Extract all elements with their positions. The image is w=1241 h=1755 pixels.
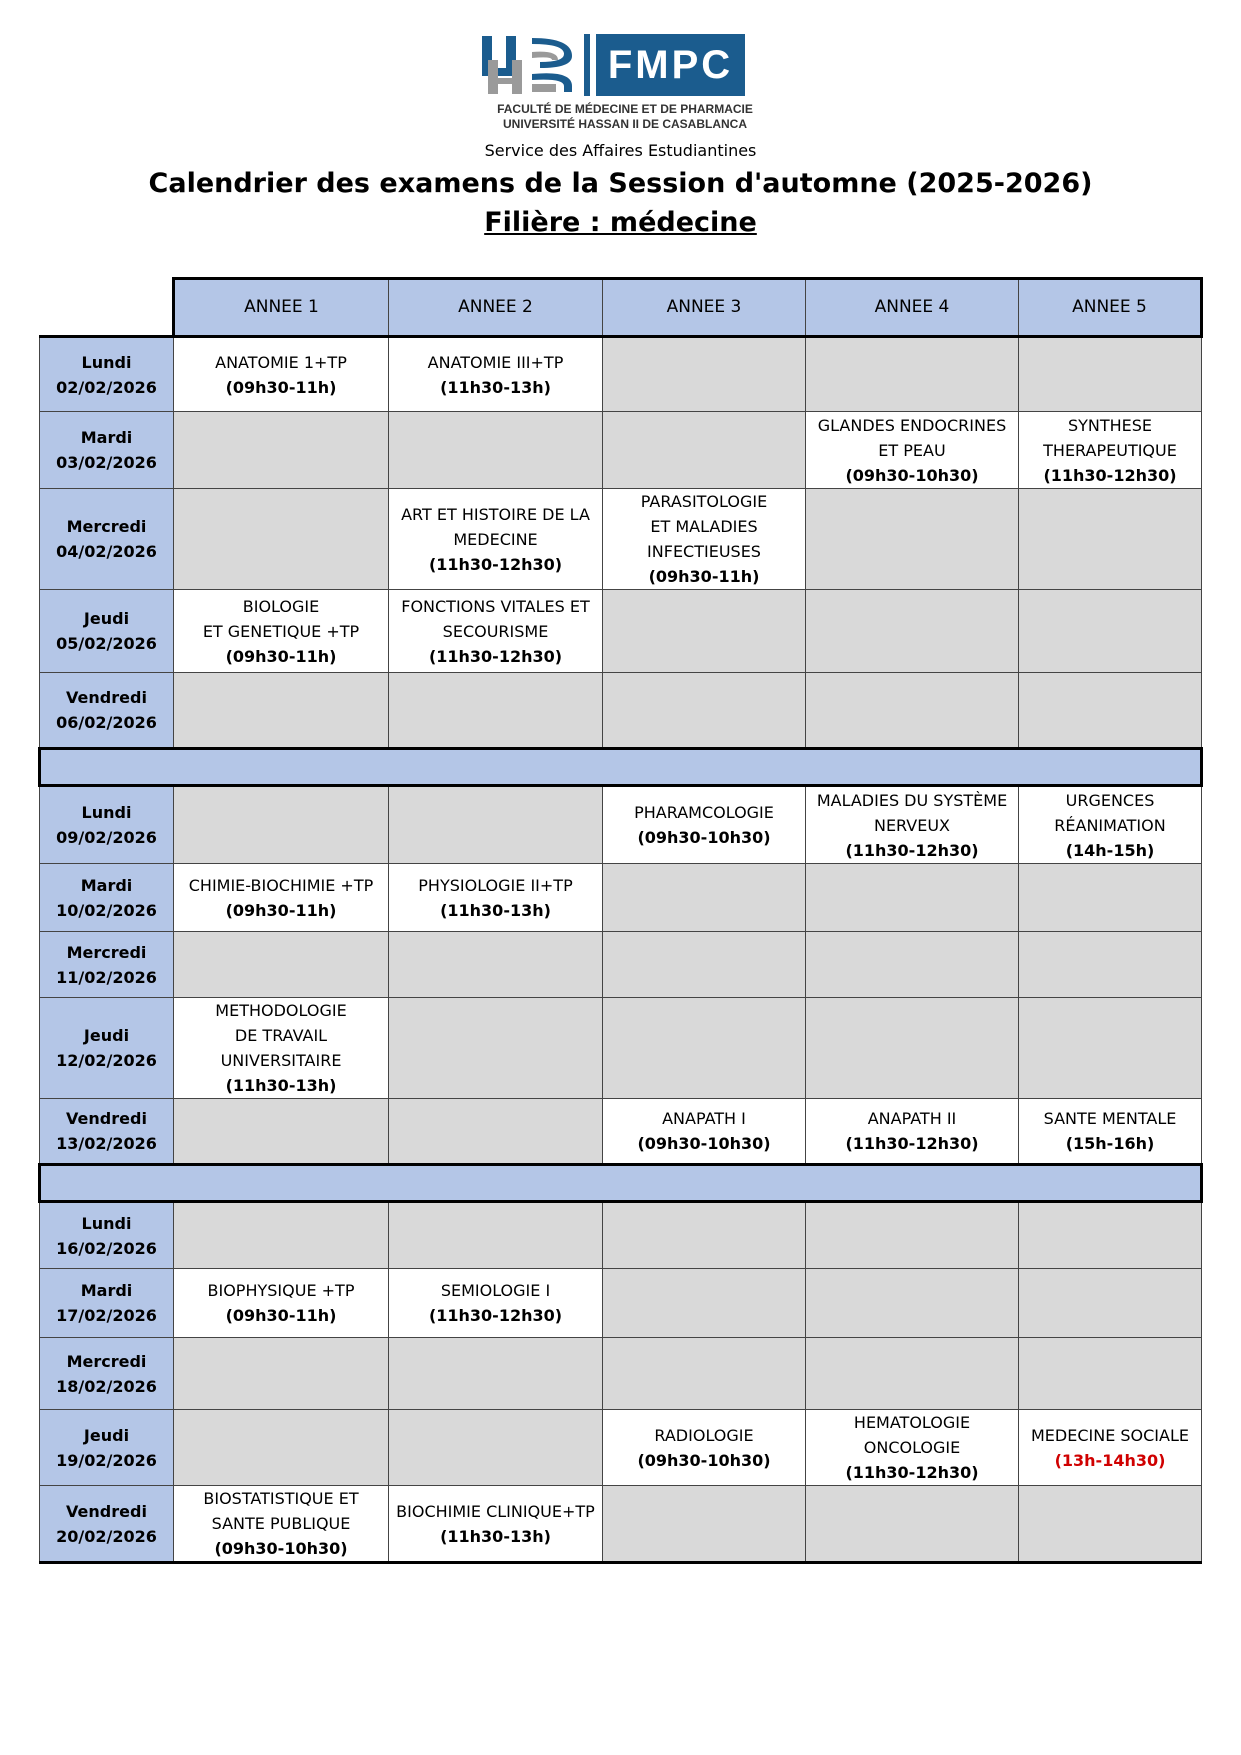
day-cell [40, 864, 174, 932]
empty-cell [603, 932, 806, 998]
exam-subject: THERAPEUTIQUE [1043, 440, 1177, 460]
exam-subject: URGENCES [1065, 790, 1155, 810]
corner-cell [40, 279, 174, 337]
empty-cell [389, 412, 603, 489]
exam-time: (14h-15h) [1065, 840, 1155, 860]
day-name: Mardi [80, 428, 133, 447]
exam-subject: SEMIOLOGIE I [440, 1281, 551, 1300]
exam-subject: SANTE PUBLIQUE [211, 1514, 351, 1533]
exam-subject: FONCTIONS VITALES ET [401, 596, 590, 616]
exam-time: (11h30-12h30) [428, 1306, 563, 1325]
day-row [40, 998, 1202, 1099]
week-separator-cell [40, 1165, 1202, 1202]
exam-cell [174, 1486, 389, 1563]
exam-subject: BIOSTATISTIQUE ET [203, 1489, 359, 1508]
day-date: 20/02/2026 [56, 1526, 157, 1546]
day-date: 06/02/2026 [56, 713, 157, 732]
exam-subject: ANATOMIE 1+TP [215, 352, 347, 372]
exam-subject: UNIVERSITAIRE [220, 1051, 342, 1070]
empty-cell [1019, 489, 1202, 590]
day-date: 02/02/2026 [56, 377, 157, 397]
day-date: 16/02/2026 [56, 1238, 157, 1258]
empty-cell [603, 1202, 806, 1269]
exam-subject: MEDECINE [453, 529, 538, 549]
day-row [40, 864, 1202, 932]
day-date: 04/02/2026 [56, 542, 157, 561]
day-cell [40, 1269, 174, 1338]
empty-cell [806, 337, 1019, 412]
empty-cell [1019, 1202, 1202, 1269]
day-row [40, 1338, 1202, 1410]
exam-time: (09h30-11h) [648, 567, 760, 586]
week-separator-cell [40, 749, 1202, 786]
empty-cell [174, 489, 389, 590]
exam-time: (11h30-13h) [440, 377, 551, 397]
day-cell [40, 590, 174, 673]
exam-subject: PARASITOLOGIE [640, 492, 768, 511]
empty-cell [1019, 932, 1202, 998]
exam-subject: PHARAMCOLOGIE [634, 803, 774, 822]
day-name: Jeudi [83, 1026, 130, 1045]
empty-cell [1019, 864, 1202, 932]
exam-subject: RÉANIMATION [1054, 815, 1166, 835]
empty-cell [389, 1099, 603, 1165]
day-cell [40, 1486, 174, 1563]
exam-time: (09h30-11h) [225, 900, 337, 920]
empty-cell [806, 1202, 1019, 1269]
exam-time: (11h30-13h) [440, 900, 551, 920]
day-name: Mercredi [66, 517, 147, 536]
exam-cell [389, 590, 603, 673]
empty-cell [174, 786, 389, 864]
day-name: Lundi [81, 1213, 132, 1233]
empty-cell [389, 998, 603, 1099]
day-name: Mardi [80, 1281, 133, 1300]
exam-cell [174, 998, 389, 1099]
exam-cell [174, 337, 389, 412]
day-cell [40, 932, 174, 998]
day-row [40, 673, 1202, 749]
column-header: ANNEE 5 [1019, 279, 1202, 337]
empty-cell [603, 673, 806, 749]
day-date: 10/02/2026 [56, 900, 157, 920]
empty-cell [174, 1099, 389, 1165]
day-cell [40, 489, 174, 590]
exam-cell [174, 590, 389, 673]
exam-cell [389, 1269, 603, 1338]
exam-subject: ANAPATH II [867, 1109, 957, 1128]
exam-cell [174, 864, 389, 932]
exam-subject: ANATOMIE III+TP [427, 352, 564, 372]
day-name: Jeudi [83, 609, 130, 628]
exam-subject: NERVEUX [873, 815, 951, 835]
exam-subject: ONCOLOGIE [863, 1438, 961, 1457]
day-name: Vendredi [66, 688, 147, 707]
day-cell [40, 337, 174, 412]
day-row [40, 1099, 1202, 1165]
university-emblem-icon [480, 34, 580, 96]
day-date: 03/02/2026 [56, 453, 157, 472]
day-date: 11/02/2026 [56, 967, 157, 987]
day-cell [40, 673, 174, 749]
exam-subject: BIOPHYSIQUE +TP [207, 1281, 355, 1300]
exam-time: (09h30-11h) [225, 1306, 337, 1325]
empty-cell [1019, 1338, 1202, 1410]
empty-cell [389, 786, 603, 864]
logo-separator [584, 34, 590, 96]
exam-cell [806, 412, 1019, 489]
empty-cell [806, 590, 1019, 673]
day-row [40, 1202, 1202, 1269]
day-row [40, 412, 1202, 489]
exam-subject: ET PEAU [878, 440, 946, 460]
day-name: Vendredi [66, 1109, 147, 1128]
exam-subject: BIOCHIMIE CLINIQUE+TP [396, 1501, 595, 1521]
exam-cell [806, 1099, 1019, 1165]
empty-cell [1019, 1486, 1202, 1563]
exam-time: (11h30-13h) [225, 1076, 337, 1095]
service-name: Service des Affaires Estudiantines [484, 141, 757, 160]
exam-subject: METHODOLOGIE [215, 1001, 347, 1020]
day-date: 18/02/2026 [56, 1376, 157, 1396]
exam-time: (13h-14h30) [1054, 1450, 1166, 1470]
empty-cell [603, 1269, 806, 1338]
exam-cell [389, 337, 603, 412]
day-row [40, 1486, 1202, 1563]
exam-subject: MALADIES DU SYSTÈME [816, 790, 1008, 810]
exam-cell [1019, 786, 1202, 864]
exam-subject: SECOURISME [442, 621, 549, 641]
exam-time: (15h-16h) [1065, 1134, 1155, 1153]
empty-cell [603, 998, 806, 1099]
day-date: 13/02/2026 [56, 1134, 157, 1153]
column-header: ANNEE 2 [389, 279, 603, 337]
exam-calendar-table [38, 277, 1203, 1564]
empty-cell [1019, 1269, 1202, 1338]
column-header: ANNEE 3 [603, 279, 806, 337]
day-date: 17/02/2026 [56, 1306, 157, 1325]
empty-cell [174, 412, 389, 489]
empty-cell [603, 590, 806, 673]
empty-cell [389, 1338, 603, 1410]
day-date: 05/02/2026 [56, 634, 157, 653]
day-name: Lundi [81, 803, 132, 822]
exam-subject: BIOLOGIE [242, 596, 320, 616]
university-name: UNIVERSITÉ HASSAN II DE CASABLANCA [502, 117, 748, 131]
exam-cell [603, 786, 806, 864]
logo-text: FMPC [596, 34, 745, 96]
empty-cell [389, 1410, 603, 1486]
empty-cell [389, 932, 603, 998]
exam-subject: GLANDES ENDOCRINES [817, 415, 1007, 435]
exam-cell [389, 489, 603, 590]
exam-time: (11h30-13h) [440, 1526, 551, 1546]
day-name: Mardi [80, 875, 133, 895]
empty-cell [603, 864, 806, 932]
day-row [40, 786, 1202, 864]
day-row [40, 337, 1202, 412]
empty-cell [1019, 673, 1202, 749]
day-name: Mercredi [66, 942, 147, 962]
week-separator [40, 1165, 1202, 1202]
exam-cell [389, 864, 603, 932]
day-date: 12/02/2026 [56, 1051, 157, 1070]
exam-subject: SANTE MENTALE [1043, 1109, 1177, 1128]
day-date: 19/02/2026 [56, 1450, 157, 1470]
empty-cell [174, 1410, 389, 1486]
exam-subject: ANAPATH I [662, 1109, 746, 1128]
empty-cell [806, 1486, 1019, 1563]
empty-cell [603, 337, 806, 412]
exam-subject: DE TRAVAIL [234, 1026, 328, 1045]
exam-time: (09h30-11h) [225, 377, 337, 397]
column-header: ANNEE 4 [806, 279, 1019, 337]
exam-cell [603, 1410, 806, 1486]
day-cell [40, 786, 174, 864]
exam-cell [1019, 1410, 1202, 1486]
exam-subject: ET MALADIES [650, 517, 758, 536]
empty-cell [1019, 590, 1202, 673]
exam-cell [174, 1269, 389, 1338]
empty-cell [806, 1269, 1019, 1338]
empty-cell [806, 864, 1019, 932]
exam-subject: SYNTHESE [1067, 415, 1153, 435]
empty-cell [174, 1202, 389, 1269]
column-header: ANNEE 1 [174, 279, 389, 337]
exam-time: (11h30-12h30) [845, 1134, 979, 1153]
day-row [40, 1410, 1202, 1486]
empty-cell [389, 673, 603, 749]
exam-cell [603, 1099, 806, 1165]
day-date: 09/02/2026 [56, 828, 157, 847]
empty-cell [174, 673, 389, 749]
exam-cell [806, 786, 1019, 864]
empty-cell [603, 1338, 806, 1410]
header-row [40, 279, 1202, 337]
week-separator [40, 749, 1202, 786]
day-cell [40, 412, 174, 489]
exam-time: (09h30-10h30) [637, 828, 771, 847]
empty-cell [1019, 998, 1202, 1099]
exam-time: (11h30-12h30) [428, 554, 563, 574]
exam-time: (11h30-12h30) [1043, 465, 1177, 485]
day-cell [40, 1202, 174, 1269]
exam-subject: INFECTIEUSES [647, 542, 761, 561]
exam-cell [1019, 412, 1202, 489]
empty-cell [389, 1202, 603, 1269]
empty-cell [806, 998, 1019, 1099]
exam-subject: MEDECINE SOCIALE [1030, 1425, 1189, 1445]
exam-time: (11h30-12h30) [845, 1463, 979, 1482]
exam-subject: ET GENETIQUE +TP [202, 621, 360, 641]
empty-cell [806, 489, 1019, 590]
day-row [40, 590, 1202, 673]
exam-time: (09h30-10h30) [845, 465, 979, 485]
exam-subject: HEMATOLOGIE [853, 1413, 971, 1432]
exam-time: (09h30-11h) [225, 646, 337, 666]
exam-cell [1019, 1099, 1202, 1165]
faculty-name: FACULTÉ DE MÉDECINE ET DE PHARMACIE [497, 102, 753, 116]
empty-cell [603, 412, 806, 489]
day-name: Vendredi [66, 1501, 147, 1521]
empty-cell [174, 932, 389, 998]
exam-time: (09h30-10h30) [637, 1134, 771, 1153]
empty-cell [806, 932, 1019, 998]
day-row [40, 1269, 1202, 1338]
exam-time: (09h30-10h30) [637, 1450, 771, 1470]
page-title: Calendrier des examens de la Session d'automne (2025-2026) [148, 168, 1093, 199]
day-cell [40, 1338, 174, 1410]
empty-cell [806, 1338, 1019, 1410]
exam-cell [603, 489, 806, 590]
day-cell [40, 1099, 174, 1165]
day-name: Mercredi [66, 1351, 147, 1371]
day-row [40, 932, 1202, 998]
empty-cell [603, 1486, 806, 1563]
exam-subject: ART ET HISTOIRE DE LA [401, 504, 590, 524]
exam-subject: PHYSIOLOGIE II+TP [418, 875, 573, 895]
exam-time: (09h30-10h30) [214, 1539, 348, 1558]
fmpc-logo [480, 34, 770, 134]
subtitle-text: Filière : médecine [484, 207, 757, 238]
empty-cell [1019, 337, 1202, 412]
day-cell [40, 998, 174, 1099]
day-name: Jeudi [83, 1425, 130, 1445]
exam-time: (11h30-12h30) [428, 646, 563, 666]
exam-subject: RADIOLOGIE [654, 1425, 754, 1445]
empty-cell [174, 1338, 389, 1410]
page-subtitle [0, 207, 1241, 238]
exam-time: (11h30-12h30) [845, 840, 979, 860]
day-row [40, 489, 1202, 590]
exam-cell [806, 1410, 1019, 1486]
day-name: Lundi [81, 352, 132, 372]
day-cell [40, 1410, 174, 1486]
exam-cell [389, 1486, 603, 1563]
empty-cell [806, 673, 1019, 749]
exam-subject: CHIMIE-BIOCHIMIE +TP [188, 875, 374, 895]
